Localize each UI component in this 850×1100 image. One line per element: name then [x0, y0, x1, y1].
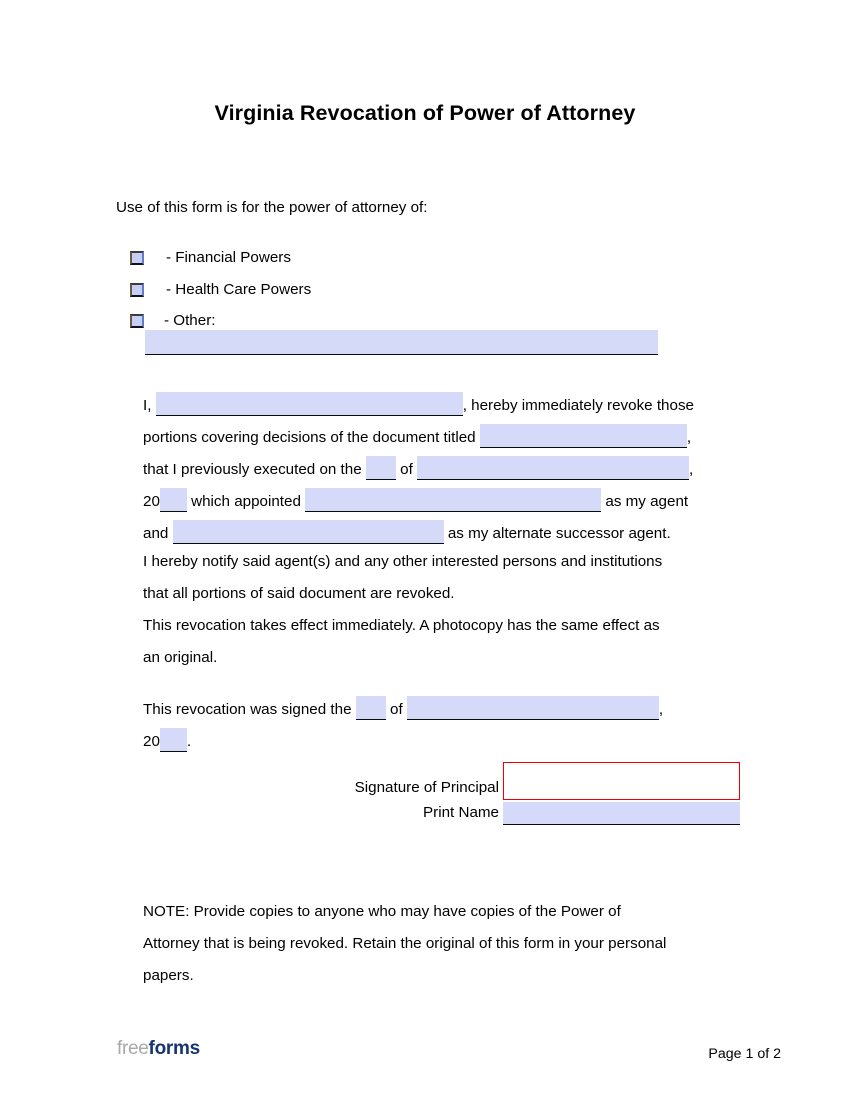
notify-line-2: that all portions of said document are revoked.	[143, 585, 455, 602]
revocation-line-4	[143, 482, 738, 514]
print-name-row	[330, 802, 740, 825]
line5-suffix: as my alternate successor agent.	[447, 525, 671, 542]
signed-date-paragraph	[143, 690, 743, 754]
signed-suffix: ,	[658, 701, 664, 718]
effect-paragraph	[143, 610, 743, 674]
signed-of: of	[390, 701, 403, 718]
signed-year-input[interactable]	[160, 728, 187, 752]
signed-period: .	[186, 733, 192, 750]
signed-month-input[interactable]	[407, 696, 659, 720]
agent-name-input[interactable]	[305, 488, 601, 512]
print-name-label: Print Name	[423, 804, 499, 821]
signed-line-2	[143, 722, 743, 754]
checkbox-row-health-care-powers[interactable]	[130, 281, 311, 298]
intro-text: Use of this form is for the power of attorney of:	[116, 199, 428, 216]
checkbox-financial-powers[interactable]	[130, 251, 144, 265]
document-title-input[interactable]	[480, 424, 687, 448]
note-paragraph	[143, 896, 743, 992]
checkbox-label-health-care-powers: - Health Care Powers	[166, 281, 312, 298]
signed-line-1	[143, 690, 743, 722]
signed-day-input[interactable]	[356, 696, 386, 720]
notify-paragraph	[143, 546, 743, 610]
revocation-paragraph	[143, 386, 738, 546]
notify-line-1: I hereby notify said agent(s) and any other interested persons and institutions	[143, 553, 663, 570]
revocation-line-5	[143, 514, 738, 546]
signature-label: Signature of Principal	[354, 779, 499, 796]
revocation-line-1	[143, 386, 738, 418]
line4-century: 20	[143, 493, 160, 510]
signed-prefix: This revocation was signed the	[143, 701, 352, 718]
execution-day-input[interactable]	[366, 456, 396, 480]
line3-suffix: ,	[689, 461, 694, 478]
checkbox-other[interactable]	[130, 314, 144, 328]
print-name-input[interactable]	[503, 802, 740, 825]
signed-century: 20	[143, 733, 160, 750]
signature-block	[330, 762, 740, 825]
execution-month-input[interactable]	[417, 456, 689, 480]
page-number: Page 1 of 2	[708, 1046, 781, 1062]
checkbox-label-other: - Other:	[164, 312, 216, 329]
page-title: Virginia Revocation of Power of Attorney	[214, 101, 636, 125]
note-line-3: papers.	[143, 967, 194, 984]
checkbox-row-financial-powers[interactable]	[130, 249, 291, 266]
signature-input[interactable]	[503, 762, 740, 800]
revocation-line-3	[143, 450, 738, 482]
line4-which-appointed: which appointed	[191, 493, 301, 510]
effect-line-2: an original.	[143, 649, 218, 666]
checkbox-health-care-powers[interactable]	[130, 283, 144, 297]
other-powers-input[interactable]	[145, 330, 658, 355]
freeforms-logo	[117, 1038, 200, 1060]
line3-prefix: that I previously executed on the	[143, 461, 362, 478]
line5-prefix: and	[143, 525, 169, 542]
line2-suffix: ,	[686, 429, 692, 446]
note-line-1: NOTE: Provide copies to anyone who may have copies of the Power of	[143, 903, 621, 920]
signature-row	[330, 762, 740, 800]
checkbox-row-other[interactable]	[130, 312, 215, 329]
logo-text-forms: forms	[148, 1038, 200, 1059]
alternate-agent-input[interactable]	[173, 520, 444, 544]
line1-prefix: I,	[143, 397, 152, 414]
effect-line-1: This revocation takes effect immediately. A photocopy has the same effect as	[143, 617, 660, 634]
execution-year-input[interactable]	[160, 488, 187, 512]
note-line-2: Attorney that is being revoked. Retain the original of this form in your personal	[143, 935, 667, 952]
line1-suffix: , hereby immediately revoke those	[462, 397, 694, 414]
logo-text-free: free	[117, 1038, 149, 1059]
checkbox-label-financial-powers: - Financial Powers	[166, 249, 291, 266]
line3-of: of	[400, 461, 413, 478]
principal-name-input[interactable]	[156, 392, 463, 416]
line2-prefix: portions covering decisions of the document titled	[143, 429, 476, 446]
line4-suffix: as my agent	[605, 493, 689, 510]
revocation-line-2	[143, 418, 738, 450]
